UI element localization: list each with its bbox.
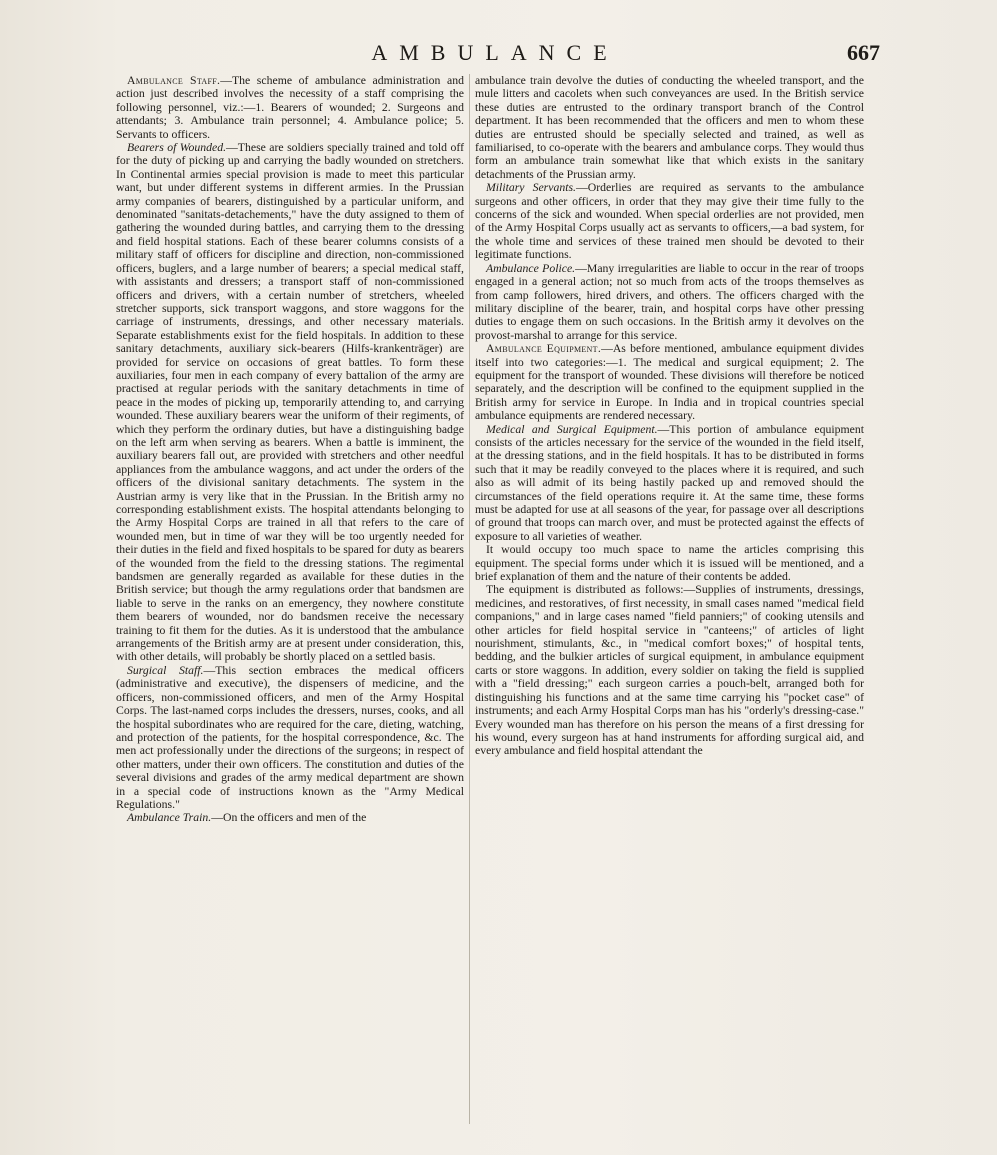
section-heading: Medical and Surgical Equipment. [486, 422, 658, 436]
running-title: AMBULANCE [371, 40, 619, 65]
paragraph-text: —As before mentioned, ambulance equipment divides itself into two categories:—1. The medical and surgical equipment; 2. The equipment for the transport of wounded. These divisions will therefore be noticed separately, and the description will be confined to the equipment supplied in the British army for service in Europe. In India and in tropical countries special ambulance equipments are rendered necessary. [475, 342, 864, 423]
paragraph-text: It would occupy too much space to name the articles comprising this equipment. The special forms under which it is issued will be mentioned, and a brief explanation of them and the nature of their contents be added. [475, 543, 864, 584]
section-heading: Surgical Staff. [127, 663, 204, 677]
section-heading: Bearers of Wounded. [127, 141, 227, 155]
paragraph [475, 543, 864, 583]
paragraph [116, 141, 464, 664]
paragraph-text: —On the officers and men of the [211, 811, 367, 825]
paragraph-text: —The scheme of ambulance administration and action just described involves the necessity of a staff comprising the following personnel, viz.:—1. Bearers of wounded; 2. Surgeons and attendants; 3. Ambulance train personnel; 4. Ambulance police; 5. Servants to officers. [116, 74, 464, 141]
section-heading: Ambulance Staff. [127, 74, 221, 87]
paragraph-text: —Many irregularities are liable to occur in the rear of troops engaged in a general action; not so much from acts of the troops themselves as from camp followers, hired drivers, and others. The officers charged with the military discipline of the bearer, train, and hospital corps have other pressing duties to engage them on such occasions. In the British army it devolves on the provost-marshal to arrange for this service. [475, 261, 865, 342]
section-heading: Military Servants. [486, 181, 576, 195]
paragraph-text: —This section embraces the medical officers (administrative and executive), the dispensers of medicine, and the officers, non-commissioned officers, and men of the Army Hospital Corps. The last-named corps includes the dressers, nurses, cooks, and all the hospital subordinates who are required for the care, dieting, watching, and protection of the patients, for the hospital correspondence, &c. The men act professionally under the directions of the surgeons; in respect of other matters, under their own officers. The constitution and duties of the several divisions and grades of the army medical department are shown in a special code of instructions known as the "Army Medical Regulations." [116, 663, 464, 811]
paragraph [116, 811, 464, 824]
section-heading: Ambulance Equipment. [486, 342, 602, 356]
page-number: 667 [847, 40, 880, 65]
paragraph-text: —Orderlies are required as servants to the ambulance surgeons and other officers, in order that they may give their time fully to the concerns of the sick and wounded. When special orderlies are not provided, men of the Army Hospital Corps usually act as servants to officers,—a bad system, for the whole time and services of these trained men should be devoted to their legitimate functions. [475, 181, 864, 262]
paragraph [475, 342, 864, 422]
paragraph [475, 181, 864, 261]
paragraph [116, 74, 464, 141]
right-column [475, 74, 864, 758]
paragraph [475, 423, 864, 544]
column-divider [469, 74, 470, 1124]
page-header [110, 40, 880, 74]
section-heading: Ambulance Train. [127, 811, 212, 825]
paragraph-text: —These are soldiers specially trained and told off for the duty of picking up and carrying the badly wounded on stretchers. In Continental armies special provision is made to meet this particular want, but under different systems in different armies. In the Prussian army companies of bearers, distinguished by a particular uniform, and denominated "sanitats-detachements," have the duty assigned to them of gathering the wounded during battles, and carrying them to the dressing and field hospital stations. Each of these bearer columns consists of a military staff of officers for discipline and direction, non-commissioned officers, buglers, and a large number of bearers; a special medical staff, with assistants and dressers; a transport staff of non-commissioned officers and drivers, with a certain number of stretchers, wheeled stretcher supports, sick transport waggons, and store waggons for the carriage of instruments, dressings, and other necessary materials. Separate establishments exist for the field hospitals. In addition to these sanitary detachments, auxiliary sick-bearers (Hilfs-krankenträger) are provided for service on occasions of great battles. To form these auxiliaries, four men in each company of every battalion of the army are practised at regular periods with the sanitary detachments in time of peace in the modes of picking up, temporarily attending to, and carrying wounded. These auxiliary bearers wear the uniform of their regiments, of which they perform the ordinary duties, but have a distinguishing badge on the left arm when serving as bearers. When a battle is imminent, the auxiliary bearers fall out, are provided with stretchers and other needful appliances from the ambulance waggons, and act under the orders of the officers of the divisional sanitary detachments. The system in the Austrian army is very like that in the Prussian. In the British army no corresponding establishment exists. The hospital attendants belonging to the Army Hospital Corps are trained in all that refers to the care of wounded men, but in time of war they will be too urgently needed for their duties in the field and fixed hospitals to be spared for duty as bearers of the wounded from the field to the dressing stations. The regimental bandsmen are generally regarded as available for these duties in the British service; but though the army regulations order that bandsmen are liable to serve in the ranks on an emergency, they nowhere constitute them bearers of wounded, nor do bandsmen receive the necessary training to fit them for the duties. As it is understood that the ambulance arrangements of the British army are at present under consideration, this, with other details, will probably be shortly placed on a settled basis. [116, 141, 464, 664]
paragraph [475, 74, 864, 181]
left-column [116, 74, 464, 825]
section-heading: Ambulance Police. [486, 261, 576, 275]
paragraph-text: —This portion of ambulance equipment consists of the articles necessary for the service of the wounded in the field itself, at the dressing stations, and in the field hospitals. It has to be distributed in forms such that it may be readily conveyed to the places where it is required, and such also as will admit of its being hastily packed up and removed should the circumstances of the field operations require it. At the same time, these forms must be adapted for use at all seasons of the year, for passage over all descriptions of ground that troops can march over, and must be protected against the effects of exposure to all varieties of weather. [475, 422, 864, 543]
paragraph-text: The equipment is distributed as follows:—Supplies of instruments, dressings, medicines, and restoratives, of first necessity, in small cases named "medical field companions," and in large cases named "field panniers;" of cooking utensils and other articles for field hospital service in "canteens;" of articles of light nourishment, stimulants, &c., in "medical comfort boxes;" of hospital tents, bedding, and the bulkier articles of surgical equipment, in ambulance equipment carts or store waggons. In addition, every soldier on taking the field is supplied with a "field dressing;" each surgeon carries a pouch-belt, arranged both for distinguishing his functions and at the same time carrying his "pocket case" of instruments; and each Army Hospital Corps man has his "orderly's dressing-case." Every wounded man has therefore on his person the means of a first dressing for his wound, every surgeon has at hand instruments for affording surgical aid, and every ambulance and field hospital attendant the [475, 583, 864, 758]
paragraph [116, 664, 464, 811]
paragraph [475, 262, 864, 342]
paragraph [475, 583, 864, 757]
paragraph-text: ambulance train devolve the duties of conducting the wheeled transport, and the mule litters and cacolets when such conveyances are used. In the British service these duties are entrusted to the ordinary transport branch of the Control department. It has been recommended that the officers and men to whom these duties are entrusted should be specially selected and trained, as well as familiarised, to co-operate with the bearers and ambulance corps. They would thus form an ambulance train somewhat like that which exists in the sanitary detachments of the Prussian army. [475, 74, 864, 181]
